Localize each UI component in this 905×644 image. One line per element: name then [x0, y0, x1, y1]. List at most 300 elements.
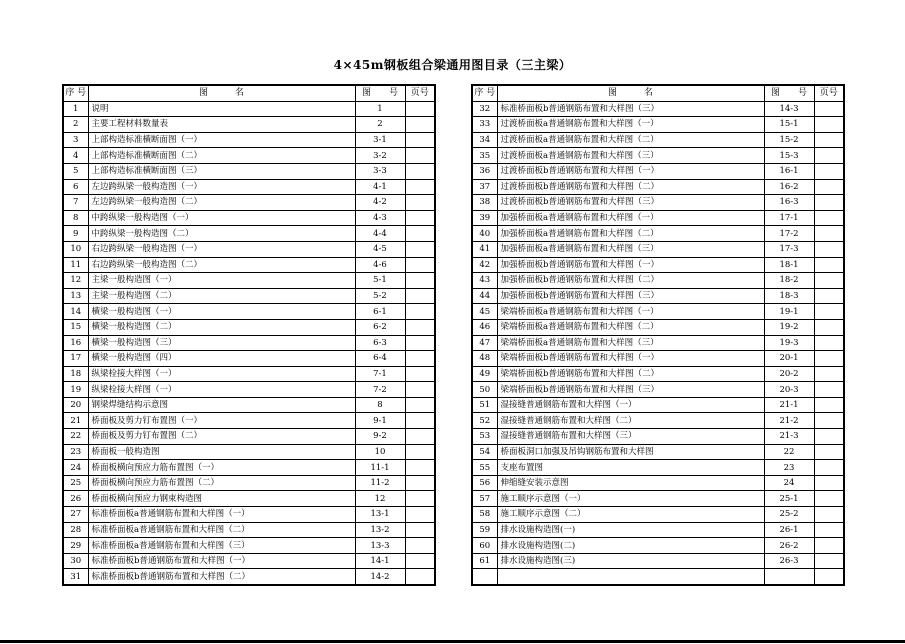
row-drawing-name: 横梁一般构造图（四） — [88, 351, 355, 367]
row-seq: 13 — [63, 288, 88, 304]
row-drawing-number: 9-1 — [355, 413, 405, 429]
row-drawing-name: 桥面板洞口加强及吊钩钢筋布置和大样图 — [497, 444, 764, 460]
row-drawing-number: 6-2 — [355, 319, 405, 335]
table-row — [63, 241, 435, 257]
table-row — [472, 273, 844, 289]
row-page-number — [814, 538, 844, 554]
row-page-number — [405, 335, 435, 351]
row-drawing-number: 4-3 — [355, 210, 405, 226]
row-drawing-name: 标准桥面板b普通钢筋布置和大样图（三） — [497, 101, 764, 117]
table-row — [63, 335, 435, 351]
table-row — [63, 226, 435, 242]
table-row — [63, 101, 435, 117]
row-drawing-number: 11-1 — [355, 460, 405, 476]
row-drawing-name: 施工顺序示意图（一） — [497, 491, 764, 507]
row-drawing-name: 湿接缝普通钢筋布置和大样图（三） — [497, 429, 764, 445]
row-page-number — [405, 382, 435, 398]
header-num: 图 号 — [764, 85, 814, 101]
row-drawing-name: 湿接缝普通钢筋布置和大样图（一） — [497, 397, 764, 413]
row-page-number — [814, 413, 844, 429]
row-page-number — [405, 351, 435, 367]
table-row — [63, 522, 435, 538]
row-seq: 7 — [63, 195, 88, 211]
row-seq: 39 — [472, 210, 497, 226]
row-seq: 61 — [472, 553, 497, 569]
table-row — [63, 413, 435, 429]
row-drawing-number: 16-3 — [764, 195, 814, 211]
row-page-number — [405, 538, 435, 554]
table-row — [63, 257, 435, 273]
row-seq: 55 — [472, 460, 497, 476]
table-row — [63, 304, 435, 320]
row-drawing-number: 1 — [355, 101, 405, 117]
row-page-number — [814, 163, 844, 179]
row-drawing-name: 左边跨纵梁一般构造图（一） — [88, 179, 355, 195]
row-page-number — [814, 288, 844, 304]
row-drawing-number: 22 — [764, 444, 814, 460]
table-row — [472, 569, 844, 585]
header-name: 图 名 — [497, 85, 764, 101]
row-seq: 45 — [472, 304, 497, 320]
row-page-number — [405, 553, 435, 569]
row-drawing-name: 中跨纵梁一般构造图（一） — [88, 210, 355, 226]
row-seq: 40 — [472, 226, 497, 242]
row-drawing-number: 13-3 — [355, 538, 405, 554]
row-drawing-name: 钢梁焊缝结构示意图 — [88, 397, 355, 413]
row-seq: 32 — [472, 101, 497, 117]
row-page-number — [814, 507, 844, 523]
row-page-number — [405, 163, 435, 179]
row-page-number — [814, 257, 844, 273]
table-row — [63, 366, 435, 382]
row-drawing-name: 主要工程材料数量表 — [88, 117, 355, 133]
row-drawing-number: 15-3 — [764, 148, 814, 164]
table-row — [63, 163, 435, 179]
table-row — [472, 460, 844, 476]
row-drawing-number: 18-2 — [764, 273, 814, 289]
row-drawing-number: 21-2 — [764, 413, 814, 429]
row-drawing-name: 过渡桥面板a普通钢筋布置和大样图（一） — [497, 117, 764, 133]
row-seq: 35 — [472, 148, 497, 164]
drawing-index-table-left — [62, 84, 436, 586]
row-seq — [472, 569, 497, 585]
row-seq: 46 — [472, 319, 497, 335]
row-drawing-number: 3-2 — [355, 148, 405, 164]
row-seq: 41 — [472, 241, 497, 257]
row-page-number — [814, 117, 844, 133]
row-drawing-number: 6-4 — [355, 351, 405, 367]
row-drawing-number: 17-1 — [764, 210, 814, 226]
row-drawing-number: 21-1 — [764, 397, 814, 413]
row-drawing-name: 加强桥面板b普通钢筋布置和大样图（一） — [497, 257, 764, 273]
row-page-number — [814, 195, 844, 211]
table-row — [63, 491, 435, 507]
row-drawing-number — [764, 569, 814, 585]
row-page-number — [405, 444, 435, 460]
table-row — [63, 460, 435, 476]
row-drawing-name: 横梁一般构造图（一） — [88, 304, 355, 320]
row-drawing-name: 上部构造标准横断面图（二） — [88, 148, 355, 164]
row-drawing-number: 18-1 — [764, 257, 814, 273]
table-row — [63, 319, 435, 335]
row-seq: 22 — [63, 429, 88, 445]
table-row — [472, 241, 844, 257]
table-row — [472, 179, 844, 195]
table-row — [472, 444, 844, 460]
row-drawing-name: 伸缩缝安装示意图 — [497, 475, 764, 491]
table-row — [472, 397, 844, 413]
row-drawing-name: 中跨纵梁一般构造图（二） — [88, 226, 355, 242]
row-drawing-number: 15-1 — [764, 117, 814, 133]
row-drawing-name: 右边跨纵梁一般构造图（二） — [88, 257, 355, 273]
row-seq: 20 — [63, 397, 88, 413]
row-seq: 37 — [472, 179, 497, 195]
row-page-number — [814, 179, 844, 195]
row-seq: 31 — [63, 569, 88, 585]
row-drawing-name: 加强桥面板a普通钢筋布置和大样图（二） — [497, 226, 764, 242]
row-drawing-name: 排水设施构造图(一) — [497, 522, 764, 538]
row-page-number — [814, 460, 844, 476]
row-drawing-name: 纵梁栓接大样图（一） — [88, 366, 355, 382]
row-page-number — [405, 319, 435, 335]
table-row — [63, 538, 435, 554]
table-row — [63, 117, 435, 133]
table-row — [472, 553, 844, 569]
row-drawing-name: 施工顺序示意图（二） — [497, 507, 764, 523]
row-drawing-number: 5-2 — [355, 288, 405, 304]
row-page-number — [405, 101, 435, 117]
row-drawing-name: 梁端桥面板a普通钢筋布置和大样图（二） — [497, 319, 764, 335]
row-drawing-name: 桥面板及剪力钉布置图（一） — [88, 413, 355, 429]
row-drawing-number: 26-2 — [764, 538, 814, 554]
row-drawing-name: 纵梁栓接大样图（一） — [88, 382, 355, 398]
row-page-number — [405, 522, 435, 538]
row-seq: 9 — [63, 226, 88, 242]
row-drawing-name: 左边跨纵梁一般构造图（二） — [88, 195, 355, 211]
table-row — [472, 382, 844, 398]
row-seq: 34 — [472, 132, 497, 148]
row-page-number — [814, 210, 844, 226]
row-drawing-name: 梁端桥面板b普通钢筋布置和大样图（三） — [497, 382, 764, 398]
row-drawing-number: 26-1 — [764, 522, 814, 538]
row-seq: 18 — [63, 366, 88, 382]
row-seq: 11 — [63, 257, 88, 273]
row-drawing-number: 16-1 — [764, 163, 814, 179]
row-seq: 28 — [63, 522, 88, 538]
row-drawing-name: 梁端桥面板b普通钢筋布置和大样图（一） — [497, 351, 764, 367]
row-drawing-number: 13-2 — [355, 522, 405, 538]
row-page-number — [814, 351, 844, 367]
row-drawing-number: 11-2 — [355, 475, 405, 491]
header-seq: 序 号 — [472, 85, 497, 101]
table-row — [63, 397, 435, 413]
row-drawing-number: 13-1 — [355, 507, 405, 523]
row-drawing-number: 10 — [355, 444, 405, 460]
row-page-number — [405, 397, 435, 413]
row-drawing-number: 12 — [355, 491, 405, 507]
table-row — [472, 491, 844, 507]
header-seq: 序 号 — [63, 85, 88, 101]
table-row — [63, 179, 435, 195]
table-row — [472, 132, 844, 148]
table-row — [472, 226, 844, 242]
row-seq: 23 — [63, 444, 88, 460]
row-page-number — [814, 491, 844, 507]
row-seq: 3 — [63, 132, 88, 148]
row-drawing-name: 右边跨纵梁一般构造图（一） — [88, 241, 355, 257]
drawing-index-table-right — [471, 84, 845, 586]
header-name: 图 名 — [88, 85, 355, 101]
row-page-number — [405, 226, 435, 242]
row-page-number — [814, 553, 844, 569]
header-page: 页号 — [405, 85, 435, 101]
row-drawing-number: 7-1 — [355, 366, 405, 382]
row-drawing-number: 17-2 — [764, 226, 814, 242]
row-page-number — [814, 366, 844, 382]
table-row — [472, 195, 844, 211]
row-seq: 25 — [63, 475, 88, 491]
row-drawing-number: 14-3 — [764, 101, 814, 117]
row-drawing-name — [497, 569, 764, 585]
row-page-number — [814, 241, 844, 257]
row-seq: 44 — [472, 288, 497, 304]
row-drawing-number: 23 — [764, 460, 814, 476]
row-drawing-number: 25-2 — [764, 507, 814, 523]
row-page-number — [814, 429, 844, 445]
table-row — [63, 132, 435, 148]
row-drawing-name: 主梁一般构造图（一） — [88, 273, 355, 289]
row-seq: 12 — [63, 273, 88, 289]
row-drawing-name: 加强桥面板b普通钢筋布置和大样图（二） — [497, 273, 764, 289]
row-drawing-name: 梁端桥面板a普通钢筋布置和大样图（三） — [497, 335, 764, 351]
row-page-number — [814, 382, 844, 398]
table-row — [472, 522, 844, 538]
row-drawing-name: 桥面板横向预应力筋布置图（二） — [88, 475, 355, 491]
row-page-number — [405, 460, 435, 476]
row-page-number — [814, 304, 844, 320]
row-drawing-number: 20-1 — [764, 351, 814, 367]
row-drawing-name: 上部构造标准横断面图（一） — [88, 132, 355, 148]
row-drawing-name: 上部构造标准横断面图（三） — [88, 163, 355, 179]
table-row — [63, 273, 435, 289]
row-drawing-name: 梁端桥面板b普通钢筋布置和大样图（二） — [497, 366, 764, 382]
row-drawing-number: 20-3 — [764, 382, 814, 398]
row-drawing-name: 桥面板及剪力钉布置图（二） — [88, 429, 355, 445]
row-seq: 54 — [472, 444, 497, 460]
row-seq: 10 — [63, 241, 88, 257]
table-row — [63, 351, 435, 367]
bottom-rule — [0, 640, 905, 643]
row-drawing-name: 加强桥面板a普通钢筋布置和大样图（一） — [497, 210, 764, 226]
table-row — [472, 351, 844, 367]
row-seq: 19 — [63, 382, 88, 398]
row-drawing-number: 24 — [764, 475, 814, 491]
row-seq: 42 — [472, 257, 497, 273]
row-page-number — [814, 522, 844, 538]
header-num: 图 号 — [355, 85, 405, 101]
row-drawing-number: 25-1 — [764, 491, 814, 507]
header-page: 页号 — [814, 85, 844, 101]
table-row — [63, 210, 435, 226]
row-drawing-name: 过渡桥面板b普通钢筋布置和大样图（二） — [497, 179, 764, 195]
row-page-number — [405, 241, 435, 257]
row-drawing-name: 标准桥面板b普通钢筋布置和大样图（一） — [88, 553, 355, 569]
row-page-number — [405, 257, 435, 273]
table-row — [472, 210, 844, 226]
row-page-number — [814, 273, 844, 289]
row-drawing-number: 7-2 — [355, 382, 405, 398]
row-drawing-name: 过渡桥面板a普通钢筋布置和大样图（三） — [497, 148, 764, 164]
row-page-number — [814, 226, 844, 242]
row-drawing-number: 6-1 — [355, 304, 405, 320]
table-row — [472, 475, 844, 491]
row-seq: 4 — [63, 148, 88, 164]
row-page-number — [405, 429, 435, 445]
row-seq: 33 — [472, 117, 497, 133]
row-page-number — [405, 304, 435, 320]
row-seq: 52 — [472, 413, 497, 429]
row-drawing-number: 5-1 — [355, 273, 405, 289]
row-seq: 51 — [472, 397, 497, 413]
row-drawing-name: 桥面板一般构造图 — [88, 444, 355, 460]
row-drawing-number: 16-2 — [764, 179, 814, 195]
row-drawing-number: 20-2 — [764, 366, 814, 382]
row-drawing-number: 8 — [355, 397, 405, 413]
row-drawing-name: 排水设施构造图(二) — [497, 538, 764, 554]
row-page-number — [405, 273, 435, 289]
row-drawing-name: 横梁一般构造图（二） — [88, 319, 355, 335]
row-page-number — [814, 101, 844, 117]
row-drawing-name: 主梁一般构造图（二） — [88, 288, 355, 304]
row-drawing-name: 标准桥面板a普通钢筋布置和大样图（三） — [88, 538, 355, 554]
table-row — [63, 553, 435, 569]
row-drawing-name: 标准桥面板a普通钢筋布置和大样图（一） — [88, 507, 355, 523]
row-seq: 48 — [472, 351, 497, 367]
row-page-number — [405, 132, 435, 148]
row-drawing-name: 加强桥面板b普通钢筋布置和大样图（三） — [497, 288, 764, 304]
page-title: 4×45m钢板组合梁通用图目录（三主梁） — [333, 58, 572, 72]
row-drawing-name: 过渡桥面板b普通钢筋布置和大样图（一） — [497, 163, 764, 179]
row-drawing-number: 15-2 — [764, 132, 814, 148]
row-drawing-name: 横梁一般构造图（三） — [88, 335, 355, 351]
row-seq: 59 — [472, 522, 497, 538]
row-seq: 5 — [63, 163, 88, 179]
row-seq: 6 — [63, 179, 88, 195]
row-seq: 27 — [63, 507, 88, 523]
row-drawing-number: 2 — [355, 117, 405, 133]
row-drawing-name: 标准桥面板a普通钢筋布置和大样图（二） — [88, 522, 355, 538]
table-row — [472, 257, 844, 273]
table-row — [472, 507, 844, 523]
row-page-number — [405, 288, 435, 304]
row-drawing-number: 3-3 — [355, 163, 405, 179]
row-seq: 1 — [63, 101, 88, 117]
row-drawing-name: 标准桥面板b普通钢筋布置和大样图（二） — [88, 569, 355, 585]
row-drawing-number: 14-1 — [355, 553, 405, 569]
row-drawing-number: 6-3 — [355, 335, 405, 351]
row-page-number — [814, 475, 844, 491]
row-page-number — [814, 319, 844, 335]
row-seq: 15 — [63, 319, 88, 335]
row-seq: 36 — [472, 163, 497, 179]
row-page-number — [405, 148, 435, 164]
table-row — [472, 163, 844, 179]
row-drawing-name: 说明 — [88, 101, 355, 117]
table-row — [63, 507, 435, 523]
table-header-row — [63, 85, 435, 101]
table-row — [63, 429, 435, 445]
row-page-number — [405, 179, 435, 195]
table-row — [472, 148, 844, 164]
row-drawing-name: 排水设施构造图(三) — [497, 553, 764, 569]
row-page-number — [814, 569, 844, 585]
row-seq: 60 — [472, 538, 497, 554]
row-page-number — [405, 210, 435, 226]
table-row — [472, 101, 844, 117]
row-page-number — [814, 444, 844, 460]
row-page-number — [814, 148, 844, 164]
table-header-row — [472, 85, 844, 101]
row-seq: 8 — [63, 210, 88, 226]
table-row — [472, 319, 844, 335]
table-row — [472, 413, 844, 429]
row-page-number — [814, 335, 844, 351]
row-drawing-number: 17-3 — [764, 241, 814, 257]
row-drawing-name: 过渡桥面板a普通钢筋布置和大样图（二） — [497, 132, 764, 148]
row-seq: 38 — [472, 195, 497, 211]
row-drawing-number: 19-3 — [764, 335, 814, 351]
row-drawing-number: 4-4 — [355, 226, 405, 242]
table-row — [63, 382, 435, 398]
row-seq: 50 — [472, 382, 497, 398]
row-page-number — [405, 195, 435, 211]
row-drawing-name: 过渡桥面板b普通钢筋布置和大样图（三） — [497, 195, 764, 211]
row-seq: 29 — [63, 538, 88, 554]
row-seq: 2 — [63, 117, 88, 133]
row-seq: 14 — [63, 304, 88, 320]
table-row — [63, 569, 435, 585]
row-seq: 53 — [472, 429, 497, 445]
row-drawing-name: 湿接缝普通钢筋布置和大样图（二） — [497, 413, 764, 429]
row-drawing-number: 4-2 — [355, 195, 405, 211]
row-page-number — [814, 397, 844, 413]
row-seq: 17 — [63, 351, 88, 367]
row-drawing-name: 桥面板横向预应力钢束构造图 — [88, 491, 355, 507]
table-row — [472, 335, 844, 351]
row-page-number — [814, 132, 844, 148]
row-seq: 49 — [472, 366, 497, 382]
row-page-number — [405, 366, 435, 382]
row-seq: 58 — [472, 507, 497, 523]
row-page-number — [405, 507, 435, 523]
row-drawing-number: 19-1 — [764, 304, 814, 320]
row-drawing-name: 支座布置图 — [497, 460, 764, 476]
table-row — [472, 366, 844, 382]
table-row — [472, 288, 844, 304]
table-row — [63, 148, 435, 164]
row-seq: 26 — [63, 491, 88, 507]
table-row — [472, 429, 844, 445]
row-drawing-number: 4-1 — [355, 179, 405, 195]
row-seq: 43 — [472, 273, 497, 289]
row-drawing-number: 4-6 — [355, 257, 405, 273]
row-seq: 30 — [63, 553, 88, 569]
table-row — [63, 288, 435, 304]
row-drawing-name: 梁端桥面板a普通钢筋布置和大样图（一） — [497, 304, 764, 320]
table-row — [63, 475, 435, 491]
row-page-number — [405, 413, 435, 429]
row-drawing-number: 21-3 — [764, 429, 814, 445]
